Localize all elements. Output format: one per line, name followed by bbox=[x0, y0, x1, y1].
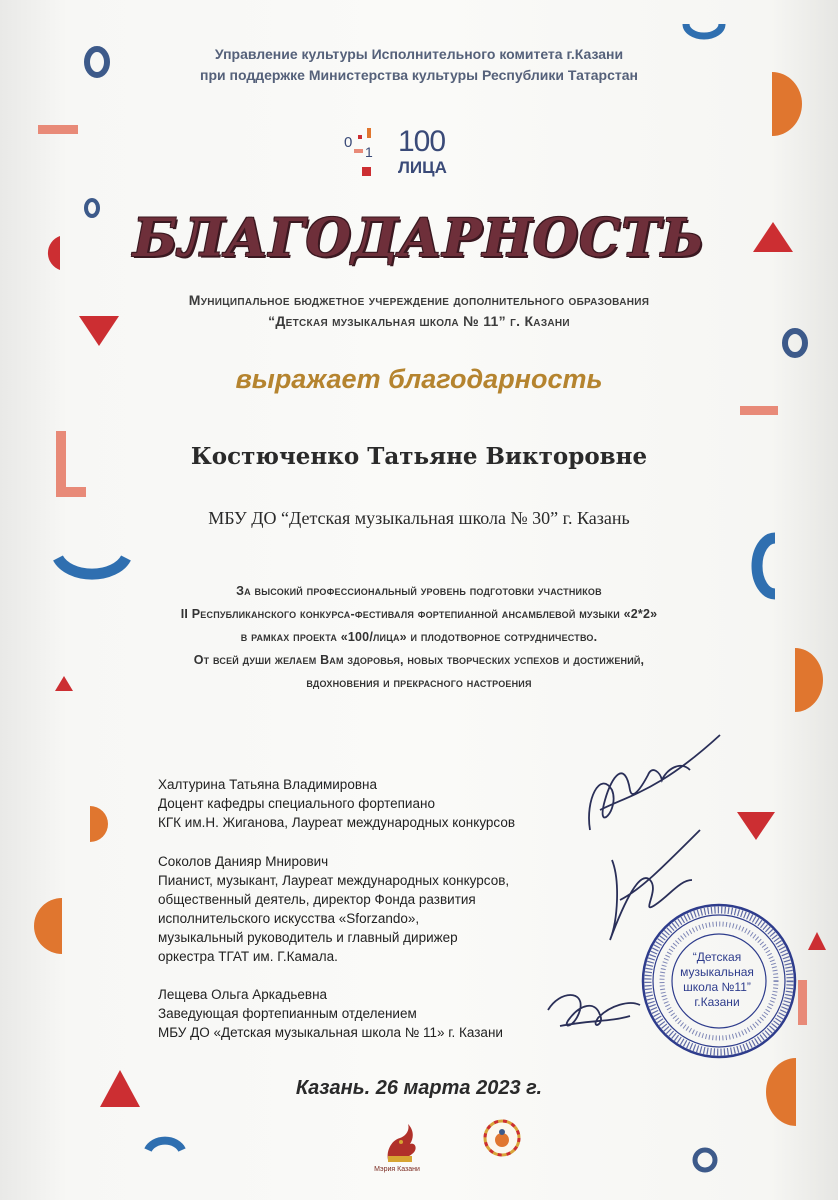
signatory-title: Доцент кафедры специального фортепиано bbox=[158, 796, 435, 811]
signatory-title: общественный деятель, директор Фонда развития bbox=[158, 892, 476, 907]
reason-line: вдохновения и прекрасного настроения bbox=[306, 676, 532, 690]
reason-line: II Республиканского конкурса-фестиваля фортепианной ансамблевой музыки «2*2» bbox=[180, 607, 658, 621]
signature-3 bbox=[548, 995, 640, 1026]
stamp-center-text bbox=[657, 950, 777, 1010]
header-line: при поддержке Министерства культуры Республики Татарстан bbox=[200, 67, 638, 83]
institution-line: “Детская музыкальная школа № 11” г. Казани bbox=[268, 313, 570, 329]
stamp-line: музыкальная bbox=[680, 965, 754, 979]
recipient-school: МБУ ДО “Детская музыкальная школа № 30” г. Казань bbox=[208, 508, 630, 528]
institution-line: Муниципальное бюджетное учереждение дополнительного образования bbox=[188, 292, 650, 308]
stamp-line: школа №11” bbox=[683, 980, 751, 994]
signatory-title: МБУ ДО «Детская музыкальная школа № 11» г. Казани bbox=[158, 1025, 503, 1040]
place-date: Казань. 26 марта 2023 г. bbox=[295, 1077, 543, 1099]
reason-line: От всей души желаем Вам здоровья, новых творческих успехов и достижений, bbox=[193, 653, 645, 667]
festival-badge-icon bbox=[482, 1118, 522, 1158]
logo-word: ЛИЦА bbox=[398, 158, 447, 177]
signature-1 bbox=[589, 735, 720, 830]
certificate-title: БЛАГОДАРНОСТЬ bbox=[132, 208, 706, 269]
header-line: Управление культуры Исполнительного комитета г.Казани bbox=[214, 46, 624, 62]
signatory-title: музыкальный руководитель и главный дирижер bbox=[158, 930, 458, 945]
signatory-name: Соколов Данияр Мнирович bbox=[158, 854, 329, 869]
svg-text:0: 0 bbox=[344, 134, 353, 151]
recipient-name: Костюченко Татьяне Викторовне bbox=[190, 443, 648, 470]
signatory-name: Халтурина Татьяна Владимировна bbox=[158, 777, 377, 792]
stamp-line: г.Казани bbox=[694, 995, 740, 1009]
expresses-gratitude: выражает благодарность bbox=[235, 364, 603, 394]
svg-text:1: 1 bbox=[365, 144, 373, 160]
kazan-emblem-icon bbox=[380, 1122, 420, 1164]
signatory-name: Лещева Ольга Аркадьевна bbox=[158, 987, 328, 1002]
signatory-title: Пианист, музыкант, Лауреат международных конкурсов, bbox=[158, 873, 510, 888]
logo-number: 100 bbox=[398, 125, 446, 158]
signatory-title: КГК им.Н. Жиганова, Лауреат международных конкурсов bbox=[158, 815, 516, 830]
signatory-title: Заведующая фортепианным отделением bbox=[158, 1006, 417, 1021]
footer-logo-caption: Мэрия Казани bbox=[374, 1166, 420, 1173]
signatory-title: исполнительского искусства «Sforzando», bbox=[158, 911, 420, 926]
signatory-title: оркестра ТГАТ им. Г.Камала. bbox=[158, 949, 338, 964]
reason-line: в рамках проекта «100/лица» и плодотворное сотрудничество. bbox=[240, 630, 598, 644]
reason-line: За высокий профессиональный уровень подготовки участников bbox=[236, 584, 602, 598]
stamp-line: “Детская bbox=[692, 950, 742, 964]
